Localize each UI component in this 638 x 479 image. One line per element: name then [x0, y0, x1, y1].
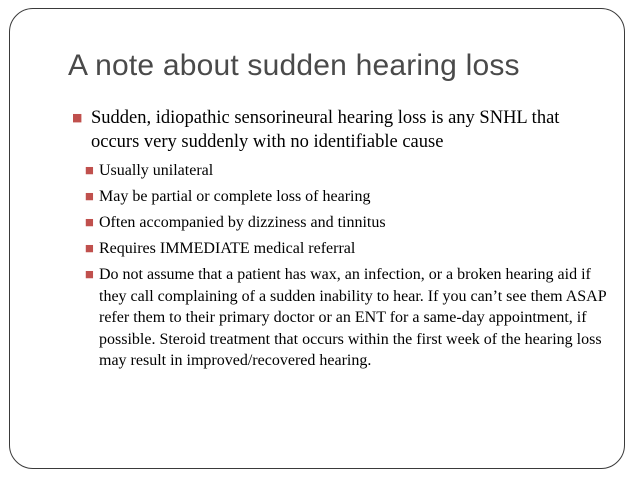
sub-bullet-text: Do not assume that a patient has wax, an infection, or a broken hearing aid if they call complaining of a sudden inability to hear. If you can’t see them ASAP refer them to their primary doctor or an ENT for a same-day appointment, if possible. Steroid treatment that occurs within the first week of the hearing loss may result in improved/recovered hearing.	[99, 266, 606, 369]
square-bullet-icon: ■	[85, 243, 94, 254]
sub-bullet-text: May be partial or complete loss of hearing	[99, 188, 371, 205]
sub-bullet-item	[85, 238, 612, 260]
sub-bullet-text: Usually unilateral	[99, 162, 214, 179]
main-bullet-text: Sudden, idiopathic sensorineural hearing loss is any SNHL that occurs very suddenly with no identifiable cause	[91, 108, 560, 152]
sub-bullet-text: Often accompanied by dizziness and tinnitus	[99, 214, 386, 231]
sub-bullet-item	[85, 264, 612, 372]
sub-bullet-list	[85, 160, 612, 372]
slide-title: A note about sudden hearing loss	[68, 49, 520, 82]
square-bullet-icon: ■	[85, 165, 94, 176]
square-bullet-icon: ■	[85, 269, 94, 280]
main-bullet-item	[72, 106, 612, 154]
square-bullet-icon: ■	[85, 217, 94, 228]
sub-bullet-text: Requires IMMEDIATE medical referral	[99, 240, 356, 257]
sub-bullet-item	[85, 212, 612, 234]
slide-body	[72, 106, 612, 376]
sub-bullet-item	[85, 186, 612, 208]
square-bullet-icon: ■	[72, 111, 83, 124]
sub-bullet-item	[85, 160, 612, 182]
square-bullet-icon: ■	[85, 191, 94, 202]
